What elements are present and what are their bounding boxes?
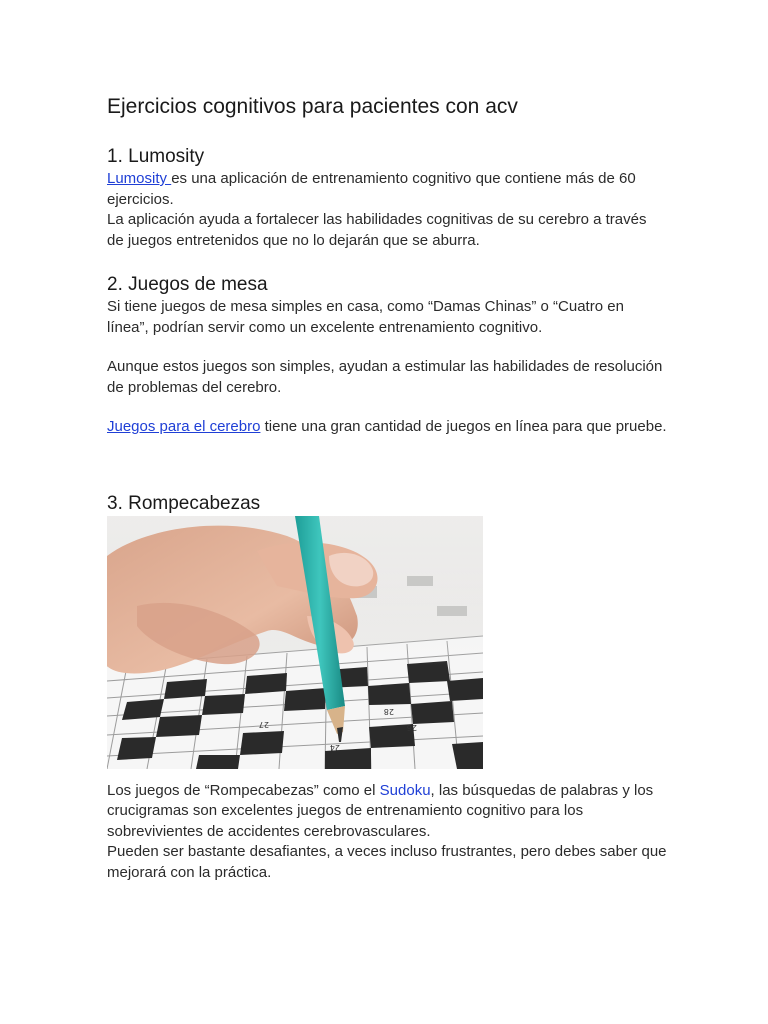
juegos-paragraph-3 <box>107 417 667 438</box>
document-page <box>107 92 667 883</box>
lumosity-paragraph-2: La aplicación ayuda a fortalecer las habilidades cognitivas de su cerebro a través de juegos entretenidos que no lo dejarán que se aburra. <box>107 211 647 249</box>
grid-number: 27 <box>258 719 269 729</box>
lumosity-description: es una aplicación de entrenamiento cognitivo que contiene más de 60 ejercicios. <box>107 170 636 208</box>
section-heading-rompecabezas: 3. Rompecabezas <box>107 492 261 514</box>
sudoku-link[interactable]: Sudoku <box>379 781 431 799</box>
rompecabezas-description: , las búsquedas de palabras y los crucigramas son excelentes juegos de entrenamiento cognitivo para los sobrevivientes de accidentes cerebrovasculares. <box>107 781 654 840</box>
juegos-paragraph-1: Si tiene juegos de mesa simples en casa, como “Damas Chinas” o “Cuatro en línea”, podrían servir como un excelente entrenamiento cognitivo. <box>107 298 624 336</box>
lumosity-link[interactable]: Lumosity <box>107 170 172 187</box>
rompecabezas-intro: Los juegos de “Rompecabezas” como el <box>107 781 380 799</box>
crossword-photo <box>107 516 483 769</box>
document-title: Ejercicios cognitivos para pacientes con acv <box>107 95 518 118</box>
juegos-link-description: tiene una gran cantidad de juegos en línea para que pruebe. <box>260 418 667 435</box>
rompecabezas-paragraph-2: Pueden ser bastante desafiantes, a veces incluso frustrantes, pero debes saber que mejorará con la práctica. <box>107 843 667 881</box>
juegos-para-el-cerebro-link[interactable]: Juegos para el cerebro <box>107 418 261 435</box>
grid-number: 26 <box>406 722 417 732</box>
rompecabezas-paragraph-1 <box>107 781 667 843</box>
section-heading-juegos-de-mesa: 2. Juegos de mesa <box>107 274 268 295</box>
lumosity-paragraph <box>107 169 667 210</box>
section-heading-lumosity: 1. Lumosity <box>107 146 205 167</box>
grid-number: 28 <box>383 706 394 716</box>
grid-number: 24 <box>329 742 340 752</box>
juegos-paragraph-2: Aunque estos juegos son simples, ayudan a estimular las habilidades de resolución de problemas del cerebro. <box>107 358 663 396</box>
